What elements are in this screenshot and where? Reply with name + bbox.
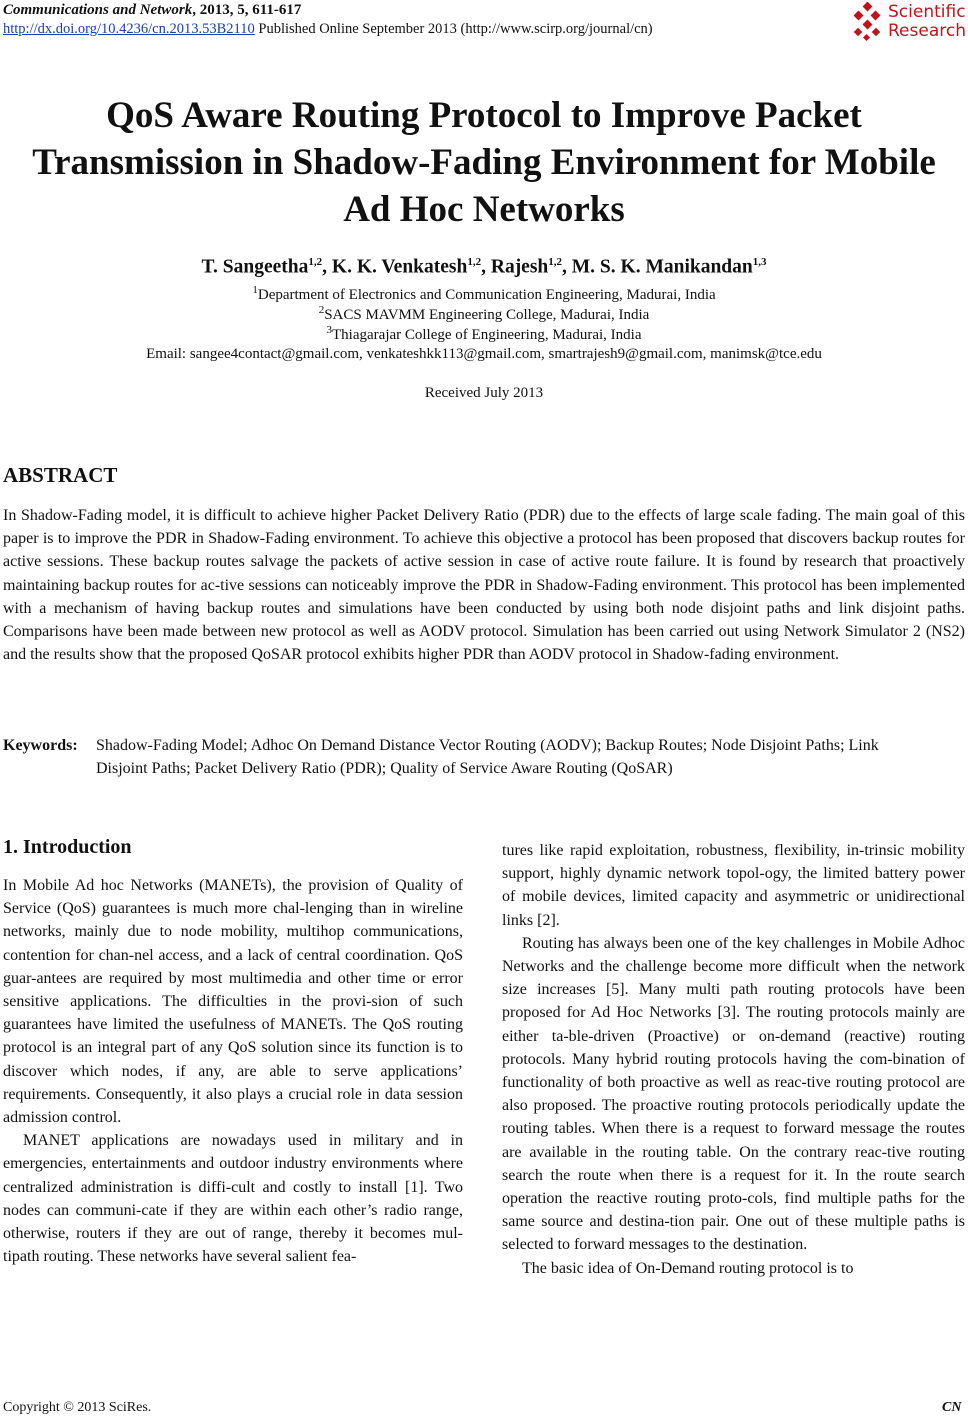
affiliation-sup: 1 bbox=[252, 284, 258, 296]
author-affil-sup: 1,2 bbox=[308, 256, 323, 268]
paragraph: MANET applications are nowadays used in military and in emergencies, entertainments and outdoor industry environments where centralized administration is diffi-cult and costly to install [1]. Two nodes can communi-cate if they are within each other’s radio range, otherwise, routers if they are out of range, thereby it becomes mul-tipath routing. These networks have several salient fea- bbox=[3, 1132, 463, 1266]
paragraph: tures like rapid exploitation, robustness, flexibility, in-trinsic mobility support, highly dynamic network topol-ogy, the limited battery power of mobile devices, limited capacity and asymmetric or unidirectional links [2]. bbox=[502, 842, 965, 929]
received-date: Received July 2013 bbox=[424, 385, 544, 401]
affiliation-2 bbox=[0, 304, 968, 324]
section-heading: 1. Introduction bbox=[3, 836, 132, 858]
keywords-text: Shadow-Fading Model; Adhoc On Demand Distance Vector Routing (AODV); Backup Routes; Node Disjoint Paths; Link Disjoint Paths; Packet Delivery Ratio (PDR); Quality of Service Aware Routing (QoSAR) bbox=[96, 737, 879, 778]
doi-link[interactable]: http://dx.doi.org/10.4236/cn.2013.53B2110 bbox=[3, 21, 255, 37]
paper-title bbox=[0, 92, 968, 233]
logo-word-scientific: Scientific bbox=[888, 2, 966, 22]
journal-abbr: CN bbox=[942, 1400, 962, 1415]
right-column bbox=[502, 839, 965, 1280]
author-name: T. Sangeetha bbox=[201, 256, 309, 278]
author-list bbox=[0, 256, 968, 279]
author-separator: , bbox=[562, 256, 572, 278]
journal-name bbox=[3, 2, 301, 19]
affiliation-text: SACS MAVMM Engineering College, Madurai, India bbox=[324, 307, 650, 323]
author-affil-sup: 1,3 bbox=[752, 256, 767, 268]
affiliation-sup: 3 bbox=[326, 324, 333, 336]
paragraph: In Mobile Ad hoc Networks (MANETs), the provision of Quality of Service (QoS) guarantees is much more chal-lenging than in wireline networks, mainly due to node mobility, multihop communications, contention for chan-nel access, and a lack of central coordination. QoS guar-antees are required by most multimedia and other time or error sensitive applications. The difficulties in the provi-sion of such guarantees have limited the usefulness of MANETs. The QoS routing protocol is an integral part of any QoS solution since its function is to discover which nodes, if any, are able to serve applications’ requirements. Consequently, it also plays a crucial role in data session admission control. bbox=[3, 877, 463, 1127]
author-separator: , bbox=[322, 256, 332, 278]
title-line-1: QoS Aware Routing Protocol to Improve Packet bbox=[106, 95, 862, 136]
affiliation-text: Department of Electronics and Communication Engineering, Madurai, India bbox=[257, 287, 716, 303]
author-name: M. S. K. Manikandan bbox=[571, 256, 753, 278]
publisher-logo bbox=[850, 2, 968, 44]
journal-volume: , 2013, 5, 611-617 bbox=[192, 2, 302, 18]
title-line-2: Transmission in Shadow-Fading Environment for Mobile bbox=[32, 142, 936, 183]
author-affil-sup: 1,2 bbox=[548, 256, 563, 268]
author-separator: , bbox=[481, 256, 491, 278]
affiliation-1 bbox=[0, 284, 968, 304]
affiliation-sup: 2 bbox=[318, 304, 325, 316]
left-column bbox=[3, 874, 463, 1268]
affiliation-text: Thiagarajar College of Engineering, Madurai, India bbox=[332, 327, 642, 343]
author-affil-sup: 1,2 bbox=[467, 256, 482, 268]
logo-mark-icon bbox=[850, 2, 886, 42]
abstract-heading: ABSTRACT bbox=[3, 463, 118, 487]
logo-word-research: Research bbox=[888, 21, 966, 41]
paragraph: Routing has always been one of the key challenges in Mobile Adhoc Networks and the challenge become more difficult when the network size increases [5]. Many multi path routing protocols have been proposed for Ad Hoc Networks [3]. The routing protocols mainly are either ta-ble-driven (Proactive) or on-demand (reactive) routing protocols. Many hybrid routing protocols having the com-bination of functionality of both proactive as well as reac-tive routing protocol are also proposed. The proactive routing protocols periodically update the routing tables. When there is a request to forward message the routes are available in the routing table. On the contrary reac-tive routing search the route when there is a request for it. In the route search operation the reactive routing proto-cols, find multiple paths for the same source and destina-tion pair. One out of these multiple paths is selected to forward messages to the destination. bbox=[502, 934, 965, 1254]
author-name: Rajesh bbox=[490, 256, 549, 278]
title-line-3: Ad Hoc Networks bbox=[343, 189, 625, 230]
journal-title: Communications and Network bbox=[3, 2, 193, 18]
author-name: K. K. Venkatesh bbox=[331, 256, 468, 278]
paragraph: The basic idea of On-Demand routing protocol is to bbox=[522, 1259, 854, 1277]
affiliation-3 bbox=[0, 324, 968, 344]
keywords-label: Keywords: bbox=[3, 737, 78, 754]
copyright: Copyright © 2013 SciRes. bbox=[3, 1400, 152, 1415]
publication-line bbox=[3, 21, 653, 38]
published-online: Published Online September 2013 (http://www.scirp.org/journal/cn) bbox=[254, 21, 653, 37]
email-line: Email: sangee4contact@gmail.com, venkateshkk113@gmail.com, smartrajesh9@gmail.com, manimsk@tce.edu bbox=[146, 346, 822, 362]
abstract-text: In Shadow-Fading model, it is difficult to achieve higher Packet Delivery Ratio (PDR) due to the effects of large scale fading. The main goal of this paper is to improve the PDR in Shadow-Fading environment. To achieve this objective a protocol has been proposed that discovers backup routes for active sessions. These backup routes salvage the packets of active session in case of active route failure. It is found by research that proactively maintaining backup routes for ac-tive sessions can noticeably improve the PDR in Shadow-Fading environment. This protocol has been implemented with a mechanism of having backup routes and simulations have been conducted by using both node disjoint paths and link disjoint paths. Comparisons have been made between new protocol as well as AODV protocol. Simulation has been carried out using Network Simulator 2 (NS2) and the results show that the proposed QoSAR protocol exhibits higher PDR than AODV protocol in Shadow-fading environment. bbox=[3, 507, 965, 664]
